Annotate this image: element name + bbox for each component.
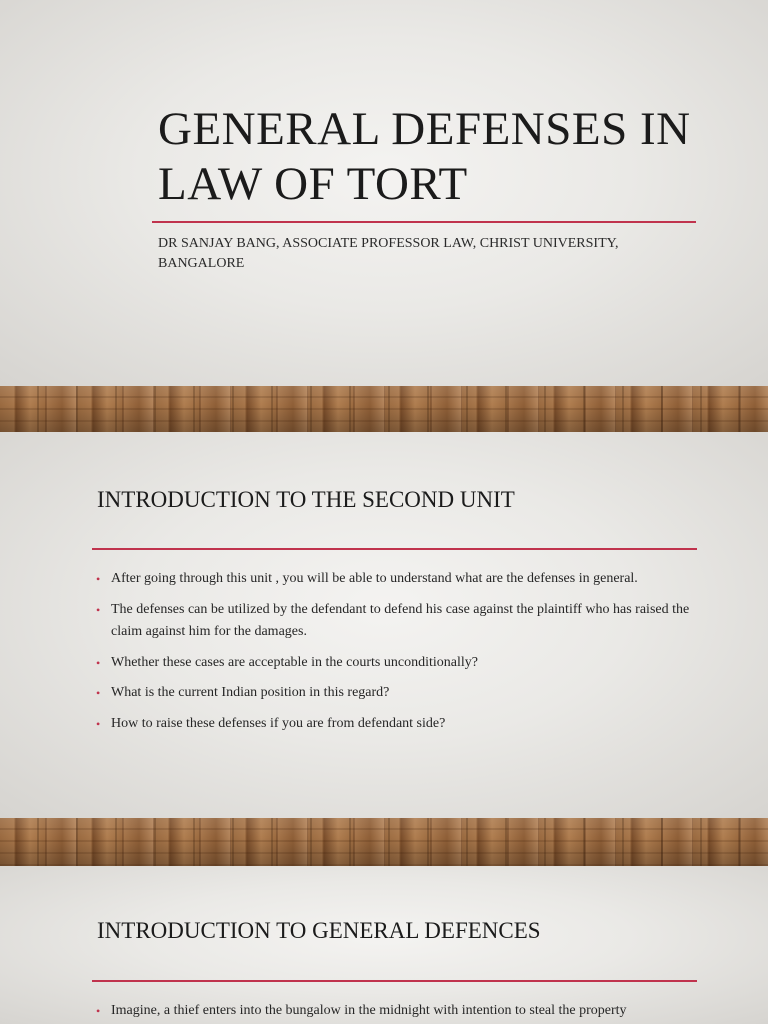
- bullet-icon: •: [96, 572, 101, 586]
- slide-heading: INTRODUCTION TO THE SECOND UNIT: [97, 487, 515, 512]
- bullet-item: [96, 652, 696, 675]
- accent-divider: [92, 548, 697, 550]
- bullet-list: [96, 568, 696, 743]
- bullet-text: How to raise these defenses if you are from defendant side?: [111, 715, 446, 731]
- slide-subtitle: DR SANJAY BANG, ASSOCIATE PROFESSOR LAW, CHRIST UNIVERSITY, BANGALORE: [158, 236, 619, 271]
- bullet-item: [96, 599, 696, 644]
- bullet-text: What is the current Indian position in this regard?: [111, 685, 390, 700]
- bullet-text: After going through this unit , you will be able to understand what are the defenses in general.: [111, 571, 638, 586]
- wood-floor-decoration: [0, 818, 768, 866]
- bullet-icon: •: [96, 1004, 101, 1018]
- bullet-list: [96, 1000, 696, 1024]
- wood-floor-decoration: [0, 386, 768, 432]
- bullet-item: [96, 568, 696, 591]
- bullet-text: Imagine, a thief enters into the bungalow in the midnight with intention to steal the property: [111, 1003, 627, 1018]
- slide-heading: INTRODUCTION TO GENERAL DEFENCES: [97, 918, 541, 943]
- bullet-item: [96, 713, 696, 736]
- bullet-item: [96, 1000, 696, 1023]
- bullet-icon: •: [96, 686, 101, 700]
- slide-introduction-second-unit: [0, 432, 768, 818]
- accent-divider: [152, 221, 696, 223]
- slide-title: [0, 0, 768, 386]
- accent-divider: [92, 980, 697, 982]
- bullet-icon: •: [96, 602, 101, 617]
- bullet-icon: •: [96, 716, 101, 731]
- slide-title-heading: GENERAL DEFENSES IN LAW OF TORT: [158, 103, 691, 210]
- bullet-text: Whether these cases are acceptable in the courts unconditionally?: [111, 654, 478, 670]
- bullet-item: [96, 682, 696, 705]
- bullet-icon: •: [96, 655, 101, 670]
- slide-introduction-general-defences: [0, 866, 768, 1024]
- bullet-text: The defenses can be utilized by the defendant to defend his case against the plaintiff who has raised the claim against him for the damages.: [111, 601, 690, 639]
